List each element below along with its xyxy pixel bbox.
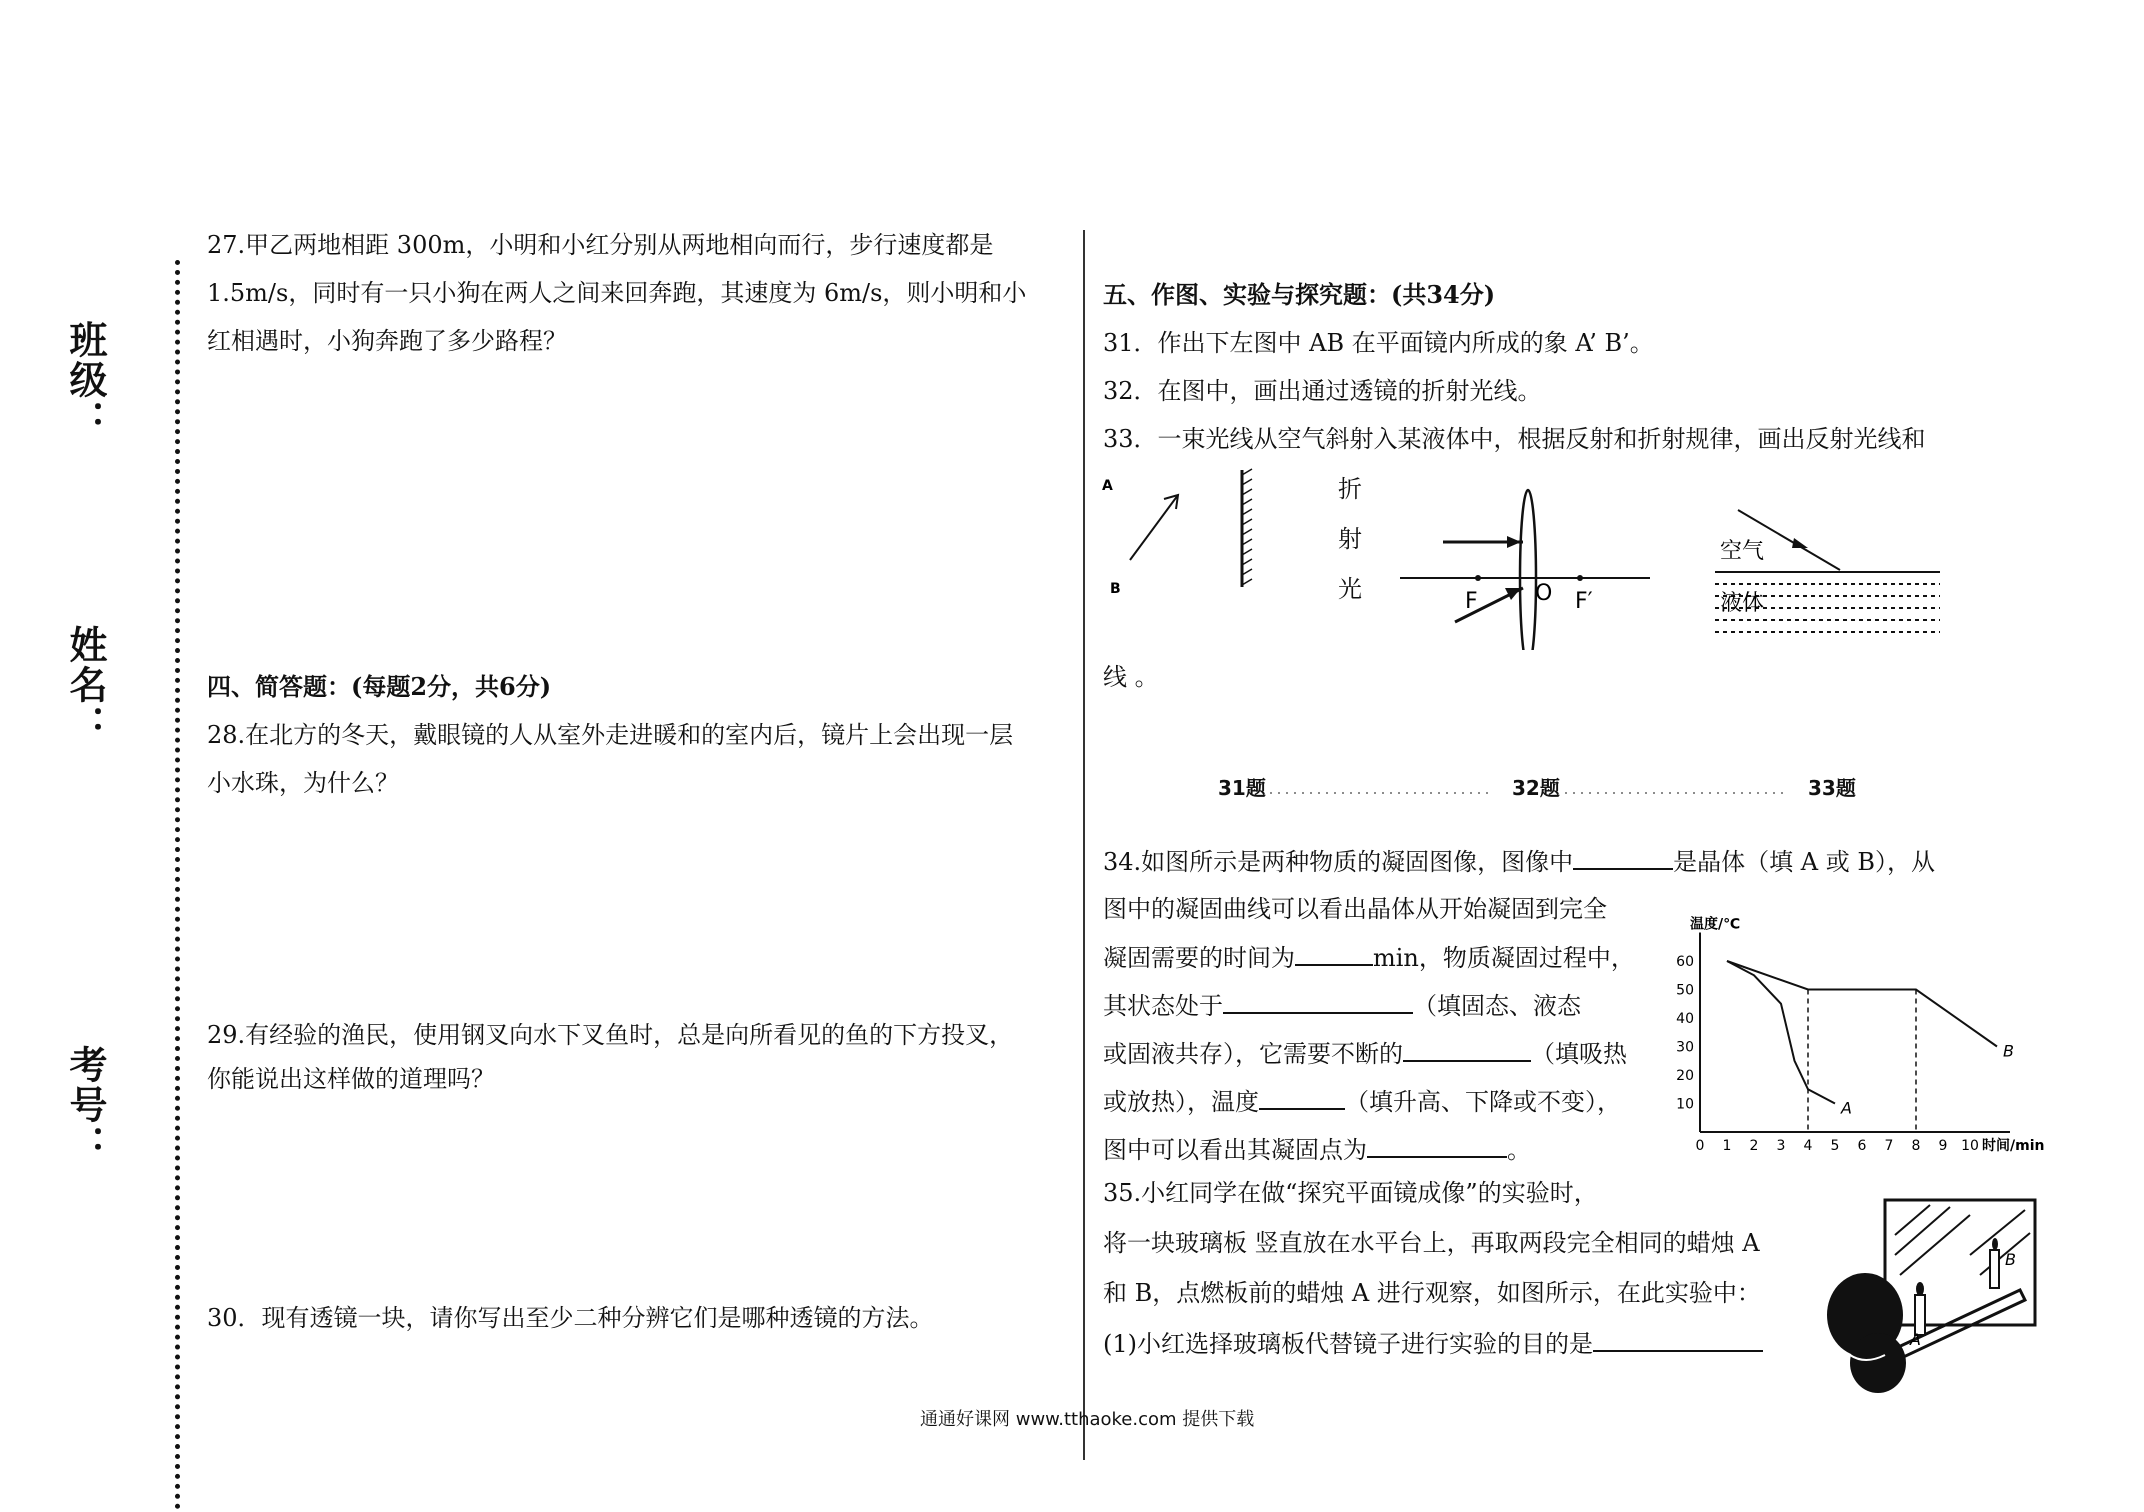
id-label: 考号： [63,1045,107,1165]
q34-l3-pre: 凝固需要的时间为 [1103,944,1295,972]
label-focus-f2: F′ [1575,589,1593,614]
svg-text:A: A [1910,1330,1921,1349]
q34-l7-pre: 图中可以看出其凝固点为 [1103,1136,1367,1164]
q34-line-4 [1103,990,1581,1021]
y-tick-label: 20 [1676,1068,1694,1084]
series-line-a [1727,961,1835,1104]
q34-l6-post: （填升高、下降或不变）， [1345,1088,1621,1116]
q34-line-3 [1103,942,1635,973]
x-tick-label: 7 [1884,1138,1894,1154]
q35-line-2: 将一块玻璃板 竖直放在水平台上，再取两段完全相同的蜡烛 A [1103,1229,1760,1257]
q33-vertical-1: 折 [1338,475,1362,503]
q28-line-1: 28.在北方的冬天，戴眼镜的人从室外走进暖和的室内后，镜片上会出现一层 [207,721,1014,749]
y-tick-label: 50 [1676,982,1694,999]
q31-mirror-diagram [1100,465,1280,600]
series-label-b: B [2003,1041,2014,1061]
name-label: 姓名： [63,625,107,745]
q35-line-1: 35.小红同学在做“探究平面镜成像”的实验时， [1103,1179,1598,1207]
x-tick-label: 5 [1830,1138,1840,1154]
q35-blank-purpose[interactable] [1593,1328,1763,1352]
q34-l1-pre: 34.如图所示是两种物质的凝固图像，图像中 [1103,848,1574,876]
label-air: 空气 [1720,539,1765,564]
section-4-heading: 四、简答题：(每题2分，共6分) [207,672,552,701]
x-tick-label: 6 [1857,1138,1867,1154]
q34-l6-pre: 或放热），温度 [1103,1088,1259,1116]
q32-lens-diagram [1395,470,1655,650]
q33-vertical-3: 光 [1338,575,1362,603]
svg-text:B: B [2005,1250,2016,1269]
q28-line-2: 小水珠，为什么？ [207,769,399,797]
q34-blank-temp[interactable] [1259,1086,1345,1110]
label-point-a: A [1102,478,1113,494]
q32-text: 32．在图中，画出通过透镜的折射光线。 [1103,377,1542,405]
label-origin-o: O [1535,581,1553,606]
chart-y-label: 温度/℃ [1690,916,1741,933]
q34-l4-pre: 其状态处于 [1103,992,1223,1020]
class-label: 班级： [63,320,107,440]
q34-blank-time[interactable] [1295,942,1373,966]
caption-31: 31题 [1218,776,1266,800]
q34-l1-post: 是晶体（填 A 或 B），从 [1673,848,1936,876]
q33-tail: 线 。 [1103,663,1159,691]
q34-blank-point[interactable] [1367,1134,1507,1158]
q34-l5-post: （填吸热 [1531,1040,1627,1068]
q34-blank-heat[interactable] [1403,1038,1531,1062]
q34-line-2: 图中的凝固曲线可以看出晶体从开始凝固到完全 [1103,895,1607,923]
binding-dotted-line [175,260,180,1510]
q27-line-3: 红相遇时，小狗奔跑了多少路程？ [207,327,567,355]
x-tick-label: 1 [1722,1138,1732,1154]
y-tick-label: 30 [1676,1039,1694,1056]
q34-l4-post: （填固态、液态 [1413,992,1581,1020]
footer-source: 通通好课网 www.tthaoke.com 提供下载 [920,1409,1255,1430]
column-divider [1083,230,1085,1460]
label-focus-f: F [1465,589,1478,614]
caption-32: 32题 [1512,776,1560,800]
q30-line: 30．现有透镜一块，请你写出至少二种分辨它们是哪种透镜的方法。 [207,1304,934,1332]
q34-line-7 [1103,1134,1531,1165]
y-tick-label: 10 [1676,1096,1694,1113]
y-tick-label: 40 [1676,1011,1694,1027]
q33-air-liquid-diagram [1700,500,1940,645]
q34-l7-post: 。 [1507,1136,1531,1164]
x-tick-label: 10 [1961,1138,1979,1154]
series-line-b [1727,961,1997,1047]
q34-blank-crystal[interactable] [1573,846,1673,870]
caption-33: 33题 [1808,776,1856,800]
y-tick-label: 60 [1676,954,1694,970]
x-tick-label: 0 [1695,1138,1705,1154]
q34-blank-state[interactable] [1223,990,1413,1014]
q34-l3-post: min，物质凝固过程中， [1373,944,1635,972]
x-tick-label: 4 [1803,1138,1813,1154]
x-tick-label: 2 [1749,1138,1759,1154]
x-tick-label: 8 [1911,1138,1921,1154]
label-liquid: 液体 [1720,591,1765,616]
solidification-chart [1660,900,2060,1170]
q29-line-2: 你能说出这样做的道理吗？ [207,1065,495,1093]
q34-line-1 [1103,846,1935,877]
q35-line-3: 和 B，点燃板前的蜡烛 A 进行观察，如图所示，在此实验中： [1103,1279,1761,1307]
q34-l5-pre: 或固液共存），它需要不断的 [1103,1040,1403,1068]
q34-line-5 [1103,1038,1627,1069]
q35-mirror-experiment-illustration [1820,1195,2050,1400]
x-tick-label: 3 [1776,1138,1786,1154]
q27-line-2: 1.5m/s，同时有一只小狗在两人之间来回奔跑，其速度为 6m/s，则小明和小 [207,279,1027,307]
chart-x-label: 时间/min [1982,1138,2045,1154]
x-tick-label: 9 [1938,1138,1948,1154]
q33-text: 33．一束光线从空气斜射入某液体中，根据反射和折射规律，画出反射光线和 [1103,425,1926,453]
q35-sub-1-text: (1)小红选择玻璃板代替镜子进行实验的目的是 [1103,1330,1593,1358]
label-point-b: B [1110,581,1121,597]
q33-vertical-2: 射 [1338,525,1362,553]
q27-line-1: 27.甲乙两地相距 300m，小明和小红分别从两地相向而行，步行速度都是 [207,231,994,259]
series-label-a: A [1841,1098,1852,1118]
q34-line-6 [1103,1086,1621,1117]
section-5-heading: 五、作图、实验与探究题：(共34分) [1103,280,1496,309]
q31-text: 31．作出下左图中 AB 在平面镜内所成的象 A’ B’。 [1103,329,1654,357]
q29-line-1: 29.有经验的渔民，使用钢叉向水下叉鱼时，总是向所看见的鱼的下方投叉， [207,1021,1014,1049]
q35-sub-1 [1103,1328,1763,1359]
